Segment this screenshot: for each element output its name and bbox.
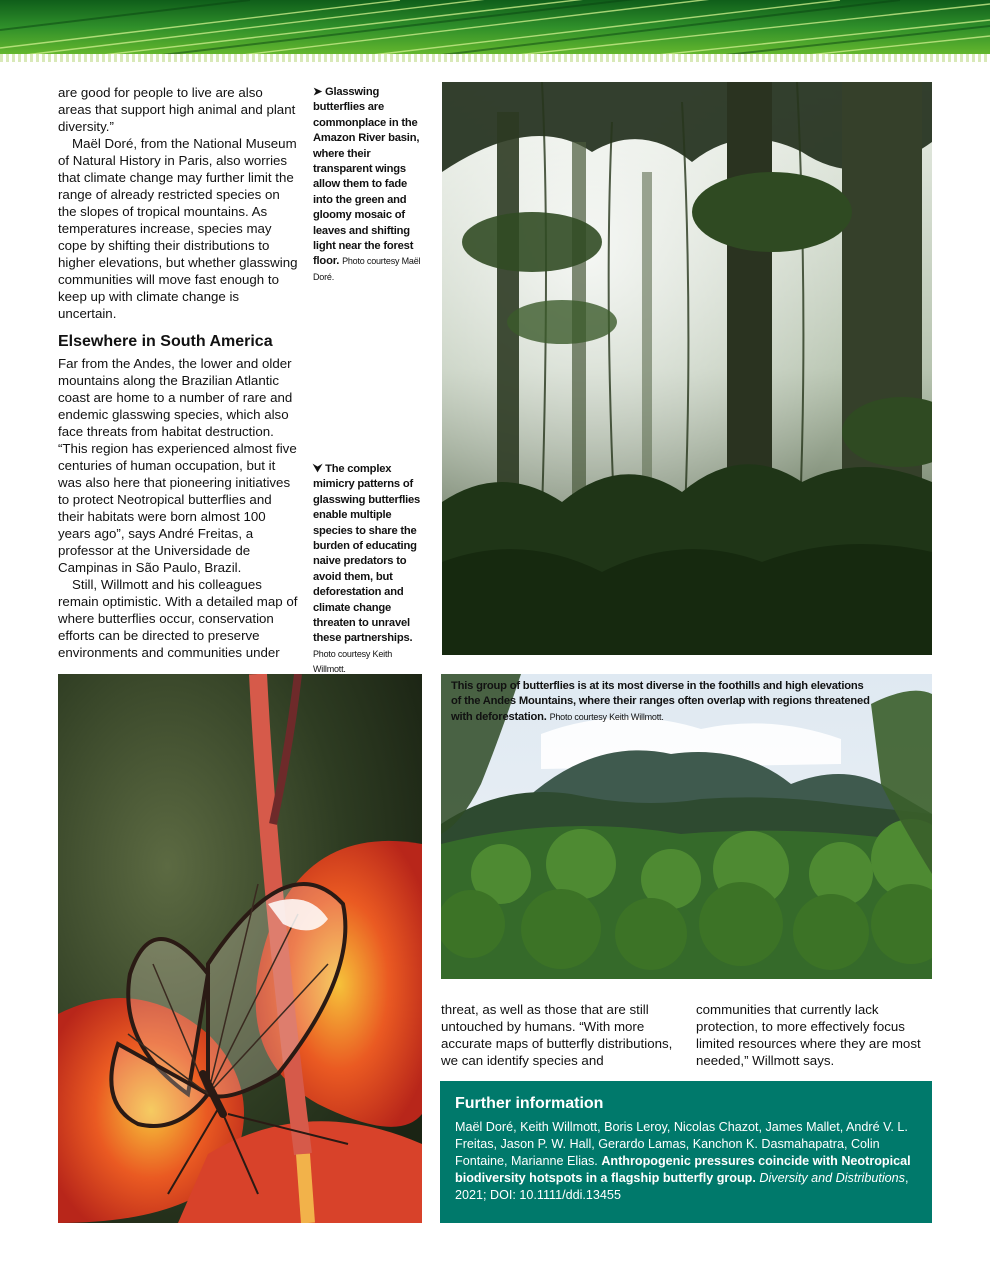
palm-leaf-banner [0, 0, 990, 60]
forest-photo [442, 82, 932, 655]
section-heading: Elsewhere in South America [58, 333, 273, 350]
butterfly-photo [58, 674, 422, 1223]
paragraph: Maël Doré, from the National Museum of Natural History in Paris, also worries that climate change may further limit the range of already restricted species on the slopes of tropical mountains. As temperatures increase, species may cope by shifting their distributions to higher elevations, but whether glasswing communities will move fast enough to keep up with climate change is uncertain. [58, 136, 298, 321]
reference [455, 1119, 918, 1204]
arrow-right-icon: ➤ [313, 86, 323, 98]
photo-credit: Photo courtesy Keith Willmott. [313, 648, 393, 675]
palm-leaf-graphic [0, 0, 990, 60]
reference-details: , 2021; DOI: 10.1111/ddi.13455 [455, 1171, 909, 1202]
bottom-right-column [696, 1001, 932, 1069]
paragraph: are good for people to live are also areas that support high animal and plant diversity.” [58, 85, 296, 134]
caption-mountains [451, 679, 871, 725]
caption-forest [313, 85, 423, 285]
caption-text: Glasswing butterflies are commonplace in the Amazon River basin, where their transparent wings allow them to fade into the green and gloomy mosaic of leaves and shifting light near the forest floor. [313, 86, 420, 268]
paragraph: communities that currently lack protection, to more effectively focus limited resources where they are most needed,” Willmott says. [696, 1002, 921, 1068]
reference-article-title: Anthropogenic pressures coincide with Neotropical biodiversity hotspots in a flagship butterfly group. [455, 1154, 911, 1185]
photo-credit: Photo courtesy Keith Willmott. [549, 711, 664, 722]
left-column-bottom [58, 355, 298, 661]
further-information-title: Further information [455, 1095, 604, 1112]
bottom-left-column [441, 1001, 681, 1069]
arrow-down-icon: ⮟ [313, 463, 323, 475]
reference-journal: Diversity and Distributions [759, 1171, 905, 1185]
caption-text: The complex mimicry patterns of glasswing butterflies enable multiple species to share the burden of educating naive predators to avoid them, but deforestation and climate change threaten to unravel these partnerships. [313, 463, 421, 645]
photo-credit: Photo courtesy Maël Doré. [313, 256, 421, 282]
reference-authors: Maël Doré, Keith Willmott, Boris Leroy, Nicolas Chazot, James Mallet, André V. L. Freitas, Jason P. W. Hall, Gerardo Lamas, Kanchon K. Dasmahapatra, Colin Fontaine, Marianne Elias. [455, 1120, 908, 1168]
paragraph: Still, Willmott and his colleagues remain optimistic. With a detailed map of where butterflies occur, conservation efforts can be directed to preserve environments and communities under [58, 577, 298, 660]
banner-edge [0, 54, 990, 62]
paragraph: Far from the Andes, the lower and older mountains along the Brazilian Atlantic coast are home to a number of rare and endemic glasswing species, which also face threats from habitat destruction. “This region has experienced almost five centuries of human occupation, but it was also here that pioneering initiatives to protect Neotropical butterflies and their habitats were born almost 100 years ago”, says André Freitas, a professor at the Universidade de Campinas in São Paulo, Brazil. [58, 356, 297, 575]
caption-butterfly [313, 462, 425, 678]
paragraph: threat, as well as those that are still untouched by humans. “With more accurate maps of butterfly distributions, we can identify species and [441, 1002, 673, 1068]
further-information-box [440, 1081, 932, 1223]
left-column-top [58, 84, 298, 322]
caption-text: This group of butterflies is at its most diverse in the foothills and high elevations of the Andes Mountains, where their ranges often overlap with regions threatened with deforestation. [451, 680, 870, 723]
